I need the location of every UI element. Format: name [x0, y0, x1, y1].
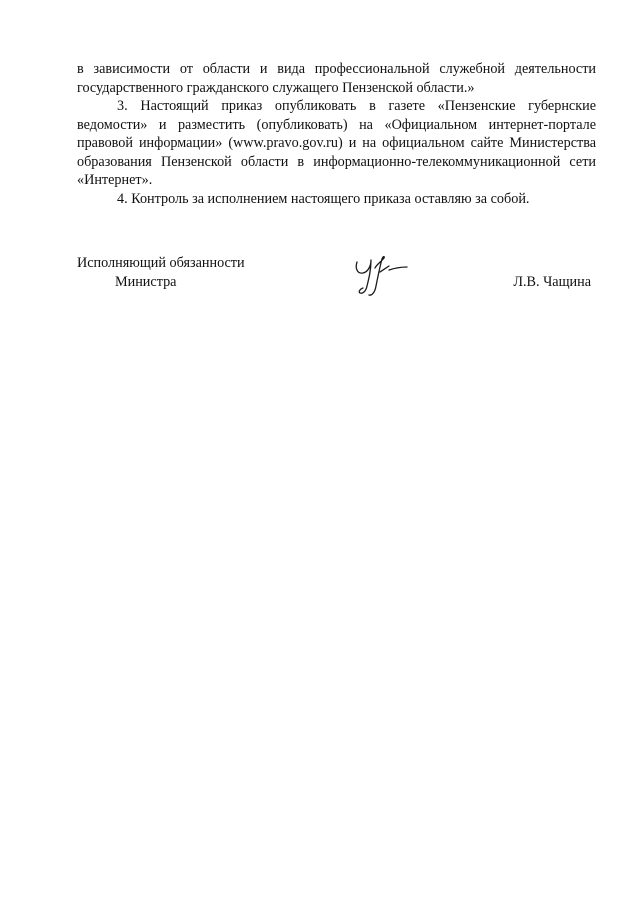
- document-body: [77, 60, 596, 208]
- signer-title-line-2: Министра: [115, 273, 177, 290]
- signature-block: [77, 254, 596, 314]
- signer-title-line-1: Исполняющий обязанности: [77, 255, 245, 271]
- paragraph-item-3: 3. Настоящий приказ опубликовать в газете «Пензенские губернские ведомости» и разместить (опубликовать) на «Официальном интернет-портале правовой информации» (www.pravo.gov.ru) и на официальном сайте Министерства образования Пензенской области в информационно-телекоммуникационной сети «Интернет».: [77, 98, 596, 188]
- paragraph-continuation: в зависимости от области и вида профессиональной служебной деятельности государственного гражданского служащего Пензенской области.»: [77, 61, 596, 96]
- paragraph-item-4: 4. Контроль за исполнением настоящего приказа оставляю за собой.: [117, 190, 530, 207]
- signer-name: Л.В. Чащина: [513, 273, 591, 290]
- handwritten-signature: [347, 246, 417, 306]
